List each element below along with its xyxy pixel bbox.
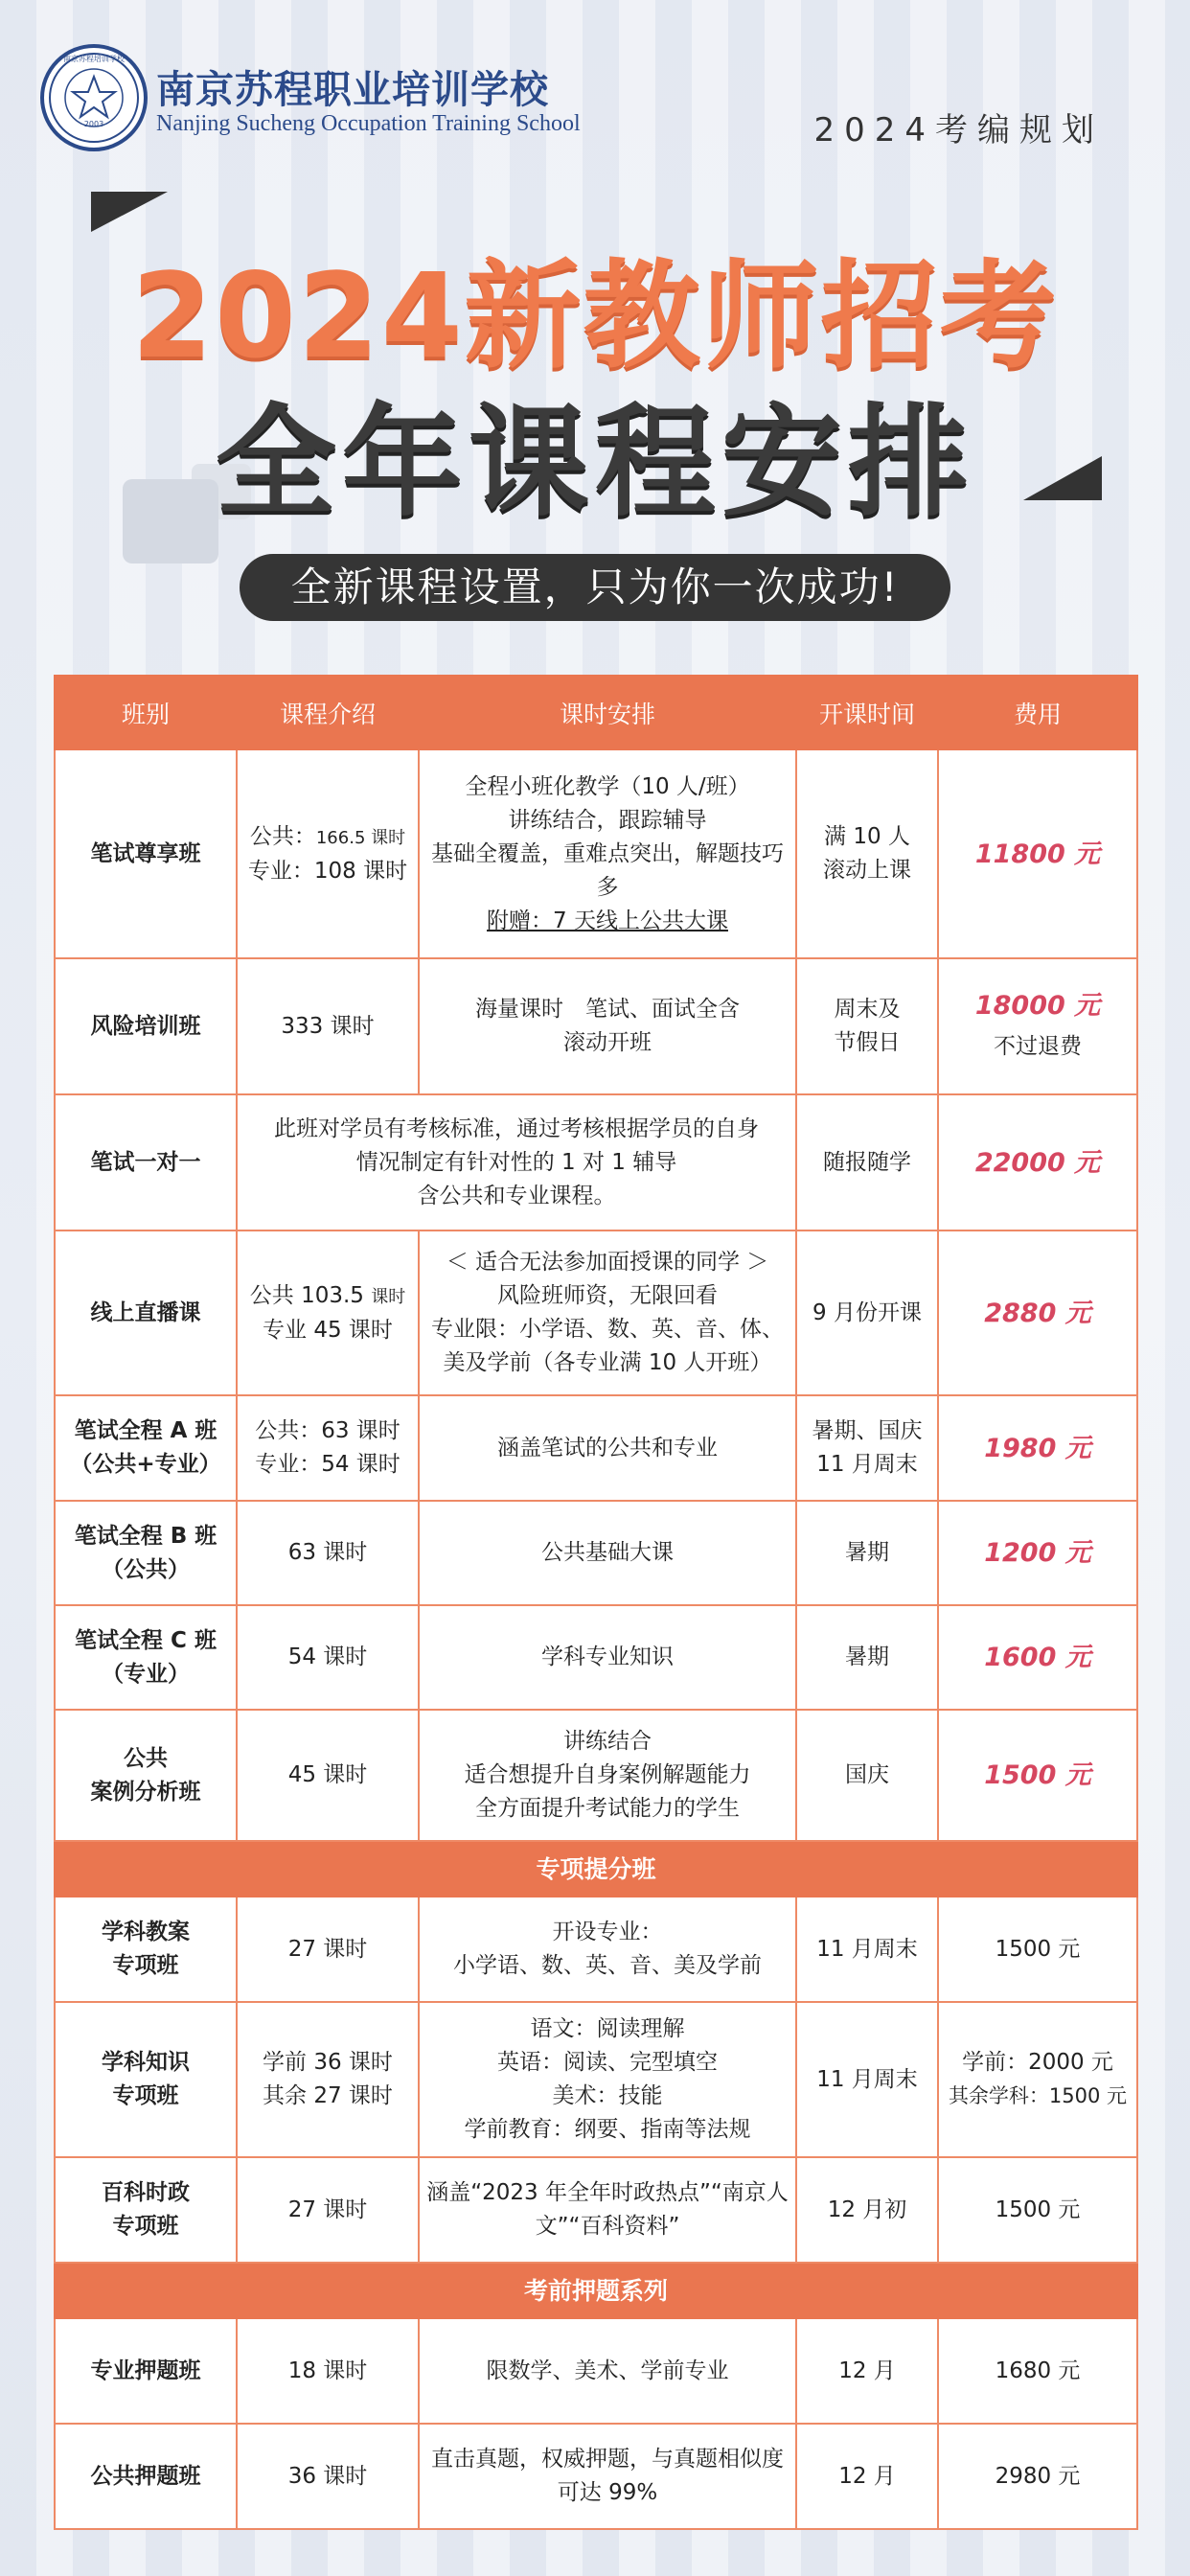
time-line: 满 10 人 [824,824,910,849]
intro-line: 情况制定有针对性的 1 对 1 辅导 [355,1149,677,1175]
logo-emblem-icon [46,50,142,146]
table-row [55,2157,1137,2263]
class-time: 暑期 [796,1501,938,1605]
class-schedule [419,1897,796,2002]
name-line: 学科教案 [102,1920,190,1944]
fee-value: 18000 元 [974,991,1101,1021]
name-line: 公共 [124,1745,168,1771]
class-intro: 27 课时 [237,2157,419,2263]
name-line: 专项班 [112,1953,179,1978]
class-intro: 27 课时 [237,1897,419,2002]
class-name: 公共押题班 [55,2424,237,2529]
section-title: 专项提分班 [55,1841,1137,1897]
class-intro [237,2002,419,2157]
schedule-line: 全程小班化教学（10 人/班） [465,773,750,799]
class-fee: 1500 元 [938,1710,1137,1841]
table-row [55,958,1137,1094]
name-line: （专业） [102,1661,190,1687]
time-line: 暑期、国庆 [812,1418,923,1443]
class-intro: 36 课时 [237,2424,419,2529]
class-fee: 1600 元 [938,1605,1137,1710]
intro-line: 其余 27 课时 [263,2083,393,2108]
schedule-line: 美术：技能 [552,2083,663,2108]
intro-line: 此班对学员有考核标准，通过考核根据学员的自身 [274,1116,759,1141]
class-schedule: 限数学、美术、学前专业 [419,2318,796,2424]
class-time: 9 月份开课 [796,1230,938,1395]
schedule-line: 小学语、数、英、音、美及学前 [453,1953,762,1978]
name-line: 学科知识 [102,2050,190,2075]
header-intro: 课程介绍 [237,676,419,749]
intro-line: 公共：63 课时 [255,1418,400,1443]
logo-year: 2003 [83,120,104,128]
header-fee: 费用 [938,676,1137,749]
time-line: 节假日 [834,1030,901,1055]
class-schedule [419,2002,796,2157]
fee-line: 学前：2000 元 [962,2050,1113,2075]
name-line: 案例分析班 [90,1779,201,1805]
schedule-line: 学前教育：纲要、指南等法规 [464,2117,751,2142]
slogan-banner: 全新课程设置，只为你一次成功! [240,554,950,621]
intro-line: 课时 [371,1286,406,1307]
intro-line: 专业 45 课时 [263,1317,393,1343]
class-fee: 1500 元 [938,1897,1137,2002]
class-fee: 1200 元 [938,1501,1137,1605]
name-line: 笔试全程 B 班 [74,1523,217,1549]
intro-line: 公共 103.5 [249,1282,372,1308]
schedule-line: 海量课时 笔试、面试全含 [475,997,740,1022]
intro-line: 学前 36 课时 [263,2050,393,2075]
table-row [55,2318,1137,2424]
class-schedule [419,1230,796,1395]
section-title: 考前押题系列 [55,2263,1137,2318]
class-intro [237,1230,419,1395]
schedule-line: 适合想提升自身案例解题能力 [464,1762,751,1787]
schedule-gift: 附赠：7 天线上公共大课 [487,908,728,933]
class-schedule: 直击真题，权威押题，与真题相似度可达 99% [419,2424,796,2529]
name-line: 笔试全程 A 班 [74,1418,217,1443]
course-table [54,675,1138,2530]
class-fee: 2880 元 [938,1230,1137,1395]
time-line: 滚动上课 [823,858,911,883]
schedule-line: 专业限：小学语、数、英、音、体、美及学前（各专业满 10 人开班） [431,1317,784,1375]
class-fee [938,2002,1137,2157]
name-line: 专项班 [112,2083,179,2108]
class-schedule: 涵盖笔试的公共和专业 [419,1395,796,1501]
class-fee [938,958,1137,1094]
table-row [55,1230,1137,1395]
table-row [55,1395,1137,1501]
name-line: 百科时政 [102,2180,190,2205]
schedule-line: 英语：阅读、完型填空 [497,2050,718,2075]
class-time [796,749,938,958]
schedule-line: 讲练结合，跟踪辅导 [508,807,707,833]
intro-line: 166.5 课时 [315,827,406,848]
class-fee: 11800 元 [938,749,1137,958]
fee-line: 其余学科：1500 元 [948,2084,1128,2107]
table-header-row [55,676,1137,749]
class-intro [237,1395,419,1501]
class-name: 专业押题班 [55,2318,237,2424]
name-line: 专项班 [112,2214,179,2239]
class-fee: 1500 元 [938,2157,1137,2263]
school-name-en: Nanjing Sucheng Occupation Training School [156,111,581,136]
table-row [55,2424,1137,2529]
class-name: 风险培训班 [55,958,237,1094]
class-intro [237,749,419,958]
class-name [55,1897,237,2002]
class-schedule [419,1710,796,1841]
class-schedule [419,749,796,958]
class-name: 笔试一对一 [55,1094,237,1230]
schedule-line: 语文：阅读理解 [530,2016,685,2041]
intro-line: 公共： [249,823,316,849]
fee-note: 不过退费 [994,1034,1082,1059]
class-name [55,1395,237,1501]
class-schedule: 涵盖“2023 年全年时政热点”“南京人文”“百科资料” [419,2157,796,2263]
class-intro: 333 课时 [237,958,419,1094]
class-schedule: 公共基础大课 [419,1501,796,1605]
class-fee: 22000 元 [938,1094,1137,1230]
schedule-line: ＜ 适合无法参加面授课的同学 ＞ [446,1250,769,1275]
class-intro: 18 课时 [237,2318,419,2424]
time-line: 周末及 [834,997,901,1022]
class-name: 笔试尊享班 [55,749,237,958]
schedule-line: 讲练结合 [563,1729,652,1754]
class-time: 暑期 [796,1605,938,1710]
header-class: 班别 [55,676,237,749]
table-row [55,749,1137,958]
class-name: 线上直播课 [55,1230,237,1395]
schedule-line: 开设专业： [552,1920,663,1944]
intro-line: 专业：54 课时 [255,1452,400,1477]
header-start-time: 开课时间 [796,676,938,749]
class-name [55,1710,237,1841]
table-row [55,1094,1137,1230]
class-schedule: 学科专业知识 [419,1605,796,1710]
schedule-line: 基础全覆盖，重难点突出，解题技巧多 [431,840,784,900]
schedule-line: 滚动开班 [563,1030,652,1055]
class-fee: 1680 元 [938,2318,1137,2424]
class-name [55,2002,237,2157]
intro-line: 含公共和专业课程。 [417,1183,616,1208]
class-time: 12 月 [796,2424,938,2529]
class-intro-merged [237,1094,796,1230]
class-time: 国庆 [796,1710,938,1841]
table-row [55,1605,1137,1710]
name-line: （公共+专业） [70,1452,221,1477]
class-intro: 54 课时 [237,1605,419,1710]
logo-ring-text: 南京苏程培训学校 [63,55,125,63]
class-name [55,2157,237,2263]
intro-line: 专业：108 课时 [247,858,408,884]
main-title: 2024新教师招考 [131,248,1059,384]
school-name-cn: 南京苏程职业培训学校 [156,68,549,112]
class-time [796,1395,938,1501]
class-fee: 2980 元 [938,2424,1137,2529]
class-time: 11 月周末 [796,2002,938,2157]
class-time: 11 月周末 [796,1897,938,2002]
name-line: 笔试全程 C 班 [75,1627,217,1653]
section-row [55,1841,1137,1897]
class-name [55,1501,237,1605]
school-logo [40,44,148,151]
class-name [55,1605,237,1710]
time-line: 11 月周末 [816,1452,918,1477]
table-row [55,1710,1137,1841]
class-intro: 63 课时 [237,1501,419,1605]
class-fee: 1980 元 [938,1395,1137,1501]
sub-title: 全年课程安排 [216,392,974,533]
class-intro: 45 课时 [237,1710,419,1841]
class-time: 12 月初 [796,2157,938,2263]
class-time [796,958,938,1094]
schedule-line: 风险班师资，无限回看 [497,1283,718,1308]
class-time: 随报随学 [796,1094,938,1230]
class-schedule [419,958,796,1094]
name-line: （公共） [102,1556,190,1582]
plan-label: 2024考编规划 [813,111,1104,150]
table-row [55,2002,1137,2157]
table-row [55,1897,1137,2002]
schedule-line: 全方面提升考试能力的学生 [475,1796,740,1821]
section-row [55,2263,1137,2318]
header-schedule: 课时安排 [419,676,796,749]
table-row [55,1501,1137,1605]
class-time: 12 月 [796,2318,938,2424]
